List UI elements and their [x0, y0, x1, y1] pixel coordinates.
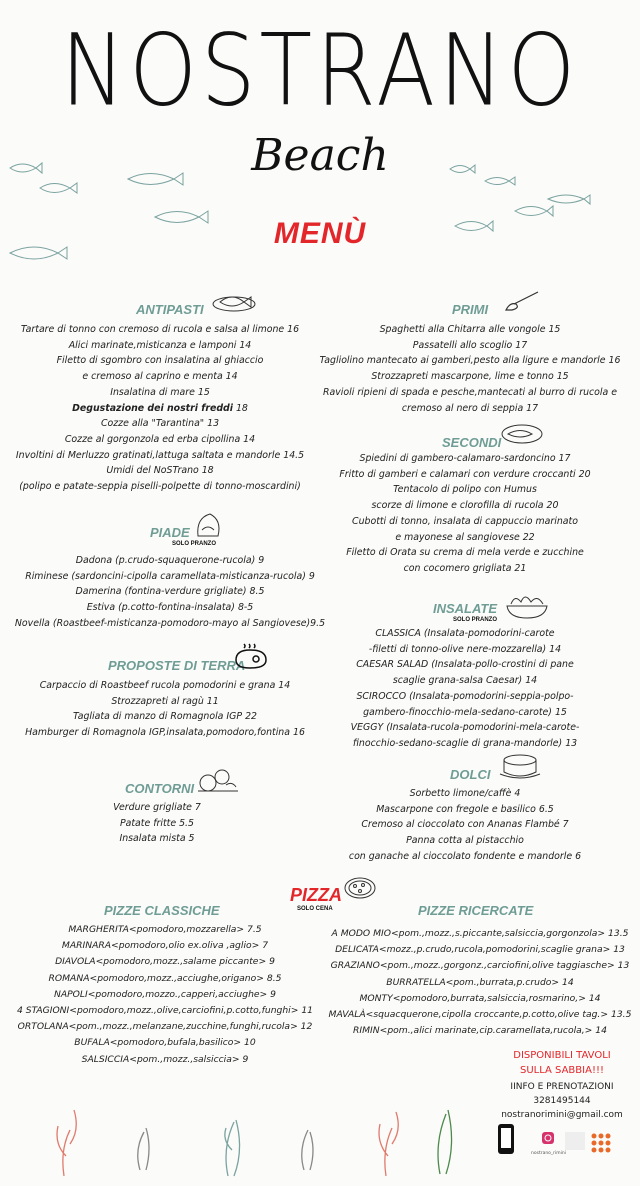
fish-dish-icon — [500, 422, 544, 446]
list-item: MONTY<pomodoro,burrata,salsiccia,rosmarino,> 14 — [359, 992, 601, 1004]
list-item: SCIROCCO (Insalata-pomodorini-seppia-polpo- — [356, 690, 574, 702]
list-item: SALSICCIA<pom.,mozz.,salsiccia> 9 — [81, 1053, 249, 1065]
list-item: MARGHERITA<pomodoro,mozzarella> 7.5 — [68, 924, 262, 935]
partner-logos-icon — [565, 1132, 611, 1153]
contorni-list — [0, 800, 314, 847]
terra-list — [0, 678, 330, 741]
coral-icon — [57, 1110, 76, 1176]
list-item: Damerina (fontina-verdure grigliate) 8.5 — [75, 586, 265, 598]
salad-bowl-icon — [505, 590, 549, 620]
list-item: Patate fritte 5.5 — [119, 817, 194, 829]
list-item: Strozzapreti al ragù 11 — [111, 695, 219, 707]
list-item: MAVALÀ<squacquerone,cipolla croccante,p.cotto,olive tag.> 13.5 — [328, 1009, 632, 1021]
list-item: finocchio-sedano-scaglie di grana-mandorle) 13 — [352, 737, 578, 749]
list-item: GRAZIANO<pom.,mozz.,gorgonz.,carciofini,olive taggiasche> 13 — [330, 960, 630, 972]
list-item: Passatelli allo scoglio 17 — [412, 339, 528, 351]
list-item: BURRATELLA<pom.,burrata,p.crudo> 14 — [386, 976, 574, 988]
list-item: Verdure grigliate 7 — [113, 802, 201, 813]
list-item: Cubotti di tonno, insalata di cappuccio marinato — [352, 515, 578, 527]
list-item: ROMANA<pomodoro,mozz.,acciughe,origano> 8.5 — [48, 972, 282, 984]
coral-icon — [379, 1112, 398, 1176]
fish-icon — [40, 183, 77, 193]
steak-icon — [232, 642, 272, 672]
list-item: NAPOLI<pomodoro,mozzo.,capperi,acciughe> 9 — [53, 988, 277, 1000]
fish-icon — [128, 173, 183, 185]
insalate-title: INSALATE — [433, 601, 498, 616]
list-item: Novella (Roastbeef-misticanza-pomodoro-mayo al Sangiovese)9.5 — [14, 617, 326, 629]
list-item: Spaghetti alla Chitarra alle vongole 15 — [379, 324, 561, 335]
pizza-note: SOLO CENA — [297, 906, 333, 912]
list-item: Insalatina di mare 15 — [110, 386, 210, 398]
instagram-handle[interactable]: nostrano_rimini — [531, 1151, 567, 1156]
list-item: Strozzapreti mascarpone, lime e tonno 15 — [371, 371, 569, 383]
sabbia-note — [500, 1048, 624, 1078]
info-title: IINFO E PRENOTAZIONI — [510, 1082, 614, 1092]
phone-number[interactable]: 3281495144 — [533, 1096, 591, 1106]
list-item: CLASSICA (Insalata-pomodorini-carote — [375, 628, 555, 639]
primi-list — [310, 322, 630, 416]
antipasti-list — [0, 322, 320, 495]
fish-icon — [515, 206, 553, 216]
list-item: e mayonese al sangiovese 22 — [395, 531, 535, 543]
list-item: VEGGY (Insalata-rucola-pomodorini-mela-carote- — [350, 722, 580, 734]
sabbia-line: DISPONIBILI TAVOLI — [513, 1050, 611, 1061]
list-item: RIMIN<pom.,alici marinate,cip.caramellata,rucola,> 14 — [353, 1025, 607, 1037]
list-item: cremoso al nero di seppia 17 — [401, 402, 539, 414]
list-item: e cremoso al caprino e menta 14 — [82, 371, 238, 383]
list-item: con cocomero grigliata 21 — [403, 562, 527, 574]
list-item: Fritto di gamberi e calamari con verdure croccanti 20 — [339, 468, 591, 480]
piade-note: SOLO PRANZO — [172, 541, 217, 547]
list-item: Alici marinate,misticanza e lamponi 14 — [68, 339, 252, 351]
list-item: Estiva (p.cotto-fontina-insalata) 8-5 — [86, 602, 254, 614]
fish-school-illustration — [0, 150, 640, 270]
menu-title: MENÙ — [273, 217, 367, 250]
list-item: Insalata mista 5 — [119, 833, 195, 845]
pizza-title: PIZZA — [290, 885, 342, 905]
piadina-icon — [194, 510, 224, 540]
contorni-title: CONTORNI — [125, 781, 195, 796]
fish-icon — [450, 165, 475, 173]
list-item: scaglie grana-salsa Caesar) 14 — [392, 675, 538, 687]
list-item: gambero-finocchio-mela-sedano-carote) 15 — [363, 706, 567, 718]
list-item: Spiedini di gambero-calamaro-sardoncino 17 — [359, 453, 571, 464]
email-address[interactable]: nostranorimini@gmail.com — [501, 1110, 623, 1120]
list-item: DIAVOLA<pomodoro,mozz.,salame piccante> 9 — [55, 956, 275, 968]
fish-plate-icon — [212, 290, 258, 314]
piade-list — [0, 553, 340, 632]
list-item: -filetti di tonno-olive nere-mozzarella) 14 — [368, 643, 562, 655]
primi-title: PRIMI — [452, 302, 489, 317]
secondi-title: SECONDI — [442, 435, 502, 450]
phone-icon — [498, 1124, 514, 1154]
list-item: MARINARA<pomodoro,olio ex.oliva ,aglio> 7 — [61, 940, 269, 952]
cake-icon — [500, 750, 540, 780]
list-item: DELICATA<mozz.,p.crudo,rucola,pomodorini,scaglie grana> 13 — [335, 944, 625, 956]
list-item: (polipo e patate-seppia piselli-polpette di tonno-moscardini) — [19, 481, 301, 493]
list-item: Cozze alla "Tarantina" 13 — [100, 418, 220, 430]
list-item: Tagliata di manzo di Romagnola IGP 22 — [73, 711, 257, 723]
fish-icon — [10, 163, 42, 173]
antipasti-title: ANTIPASTI — [136, 302, 204, 317]
piade-title: PIADE — [150, 525, 190, 540]
list-item-highlight — [0, 401, 320, 417]
seaweed-icon — [225, 1120, 240, 1176]
list-item: scorze di limone e clorofilla di rucola 20 — [371, 500, 559, 512]
list-item: Dadona (p.crudo-squaquerone-rucola) 9 — [75, 555, 265, 566]
logo-subtitle: Beach — [251, 130, 389, 181]
dolci-list — [300, 786, 630, 865]
pizze-ricercate-title: PIZZE RICERCATE — [418, 903, 534, 918]
dolci-title: DOLCI — [450, 767, 491, 782]
sabbia-line: SULLA SABBIA!!! — [520, 1065, 604, 1076]
fish-icon — [548, 195, 590, 204]
list-item: 4 STAGIONI<pomodoro,mozz.,olive,carciofini,p.cotto,funghi> 11 — [16, 1005, 314, 1017]
insalate-list — [300, 626, 630, 752]
list-item: Tartare di tonno con cremoso di rucola e salsa al limone 16 — [20, 324, 300, 335]
list-item: Carpaccio di Roastbeef rucola pomodorini e grana 14 — [39, 680, 291, 691]
list-item: Filetto di sgombro con insalatina al ghiaccio — [56, 355, 264, 367]
list-item: Hamburger di Romagnola IGP,insalata,pomodoro,fontina 16 — [25, 727, 305, 739]
pasta-fork-icon — [500, 290, 542, 316]
pizze-classiche-title: PIZZE CLASSICHE — [104, 903, 220, 918]
degustazione-price: 18 — [235, 402, 248, 414]
pizza-icon — [344, 876, 376, 900]
pizze-ricercate-list — [320, 926, 640, 1039]
list-item: BUFALA<pomodoro,bufala,basilico> 10 — [74, 1037, 256, 1049]
list-item: Tagliolino mantecato ai gamberi,pesto alla ligure e mandorle 16 — [319, 355, 621, 367]
list-item: Involtini di Merluzzo gratinati,lattuga saltata e mandorle 14.5 — [15, 449, 305, 461]
instagram-icon — [542, 1132, 554, 1144]
logo-title: NOSTRANO — [60, 13, 580, 129]
pizze-classiche-list — [0, 922, 330, 1068]
degustazione-label: Degustazione dei nostri freddi — [72, 402, 233, 414]
list-item: Panna cotta al pistacchio — [406, 835, 524, 847]
list-item: con ganache al cioccolato fondente e mandorle 6 — [348, 850, 582, 862]
terra-title: PROPOSTE DI TERRA — [108, 658, 246, 673]
list-item: A MODO MIO<pom.,mozz.,s.piccante,salsiccia,gorgonzola> 13.5 — [331, 928, 629, 939]
seaweed-icon — [302, 1130, 313, 1170]
seaweed-icon — [438, 1110, 452, 1174]
list-item: Sorbetto limone/caffè 4 — [409, 788, 521, 799]
seabed-illustration — [0, 1100, 640, 1180]
list-item: Ravioli ripieni di spada e pesche,mantecati al burro di rucola e — [322, 386, 618, 398]
vegetables-icon — [196, 765, 240, 795]
insalate-note: SOLO PRANZO — [453, 617, 498, 623]
list-item: ORTOLANA<pom.,mozz.,melanzane,zucchine,funghi,rucola> 12 — [17, 1021, 313, 1033]
list-item: Mascarpone con fregole e basilico 6.5 — [376, 803, 554, 815]
fish-icon — [485, 177, 515, 185]
list-item: CAESAR SALAD (Insalata-pollo-crostini di pane — [356, 659, 574, 671]
list-item: Filetto di Orata su crema di mela verde e zucchine — [346, 547, 584, 559]
list-item: Tentacolo di polipo con Humus — [393, 484, 537, 496]
list-item: Riminese (sardoncini-cipolla caramellata-misticanza-rucola) 9 — [25, 570, 315, 582]
secondi-list — [310, 451, 620, 577]
list-item: Cozze al gorgonzola ed erba cipollina 14 — [64, 433, 256, 445]
seaweed-icon — [138, 1128, 149, 1170]
list-item: Cremoso al cioccolato con Ananas Flambé 7 — [361, 819, 569, 831]
list-item: Umidi del NoSTrano 18 — [106, 465, 214, 477]
